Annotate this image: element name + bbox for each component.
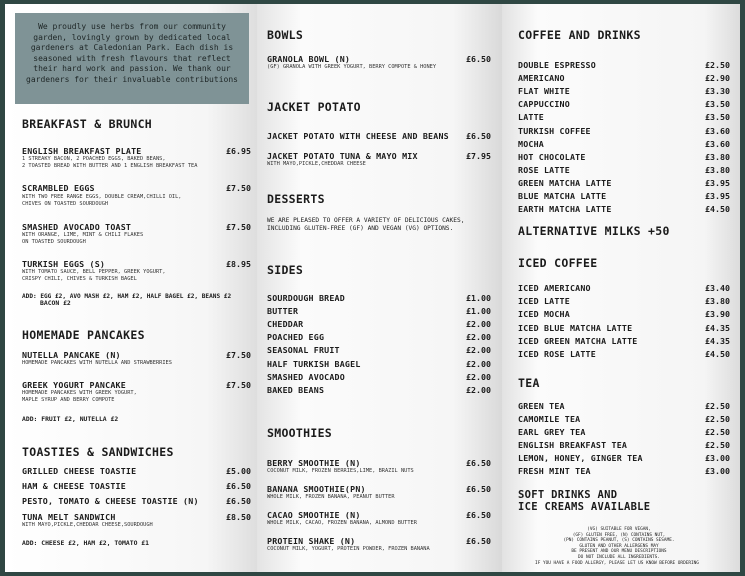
menu-item-name: MOCHA: [518, 138, 544, 149]
menu-item-name: SMASHED AVOCADO: [267, 371, 345, 382]
menu-item-price: £7.50: [226, 380, 251, 390]
menu-item-price: £2.00: [466, 332, 491, 343]
menu-item-name: GREEN MATCHA LATTE: [518, 177, 612, 188]
menu-item-name: BAKED BEANS: [267, 384, 325, 395]
menu-item-price: £7.50: [226, 222, 251, 232]
menu-item-name: CHEDDAR: [267, 319, 304, 330]
section-title-breakfast: BREAKFAST & BRUNCH: [22, 117, 153, 131]
pancake-addons: ADD: FRUIT £2, NUTELLA £2: [22, 415, 119, 423]
menu-item-name: GREEK YOGURT PANCAKE: [22, 380, 126, 390]
menu-item-price: £3.50: [705, 112, 730, 123]
allergy-note-line: BE PRESENT AND OUR MENU DESCRIPTIONS: [571, 549, 667, 555]
menu-item-price: £6.50: [226, 496, 251, 506]
menu-item-name: ICED ROSE LATTE: [518, 349, 596, 359]
menu-item-desc: HOMEMADE PANCAKES WITH NUTELLA AND STRAWBERRIES: [22, 360, 172, 366]
menu-panel-right: [502, 4, 740, 572]
menu-item-price: £2.50: [705, 60, 730, 70]
allergy-note-line: GLUTEN AND OTHER ALLERGENS MAY: [579, 543, 659, 549]
menu-item-price: £2.00: [466, 358, 491, 369]
menu-item-desc: 2 TOASTED BREAD WITH BUTTER AND 1 ENGLISH BREAKFAST TEA: [22, 163, 198, 169]
menu-item-name: TURKISH EGGS (S): [22, 259, 106, 269]
menu-item-name: PESTO, TOMATO & CHEESE TOASTIE (N): [22, 496, 199, 506]
menu-item-name: SEASONAL FRUIT: [267, 345, 340, 356]
menu-item-price: £6.50: [226, 481, 251, 491]
menu-item-price: £2.50: [705, 440, 730, 450]
menu-item-name: LEMON, HONEY, GINGER TEA: [518, 453, 643, 463]
menu-item-desc: COCONUT MILK, YOGURT, PROTEIN POWDER, FROZEN BANANA: [267, 546, 430, 552]
menu-item-price: £4.50: [705, 204, 730, 215]
desserts-text: INCLUDING GLUTEN-FREE (GF) AND VEGAN (VG) OPTIONS.: [267, 225, 454, 232]
menu-item-name: TURKISH COFFEE: [518, 125, 591, 136]
menu-item-price: £8.95: [226, 259, 251, 269]
menu-item-name: GREEN TEA: [518, 401, 565, 411]
section-title-bowls: BOWLS: [267, 28, 304, 42]
menu-item-desc: WITH ORANGE, LIME, MINT & CHILI FLAKES: [22, 232, 144, 238]
menu-item-price: £3.00: [705, 466, 730, 476]
menu-item-price: £7.50: [226, 183, 251, 193]
menu-item-name: FRESH MINT TEA: [518, 466, 591, 476]
menu-item-price: £6.50: [466, 536, 491, 546]
menu-item-price: £3.95: [705, 191, 730, 201]
section-title-coffee: COFFEE AND DRINKS: [518, 28, 641, 42]
menu-item-desc: WITH MAYO,PICKLE,CHEDDAR CHEESE: [267, 161, 366, 167]
menu-item-name: PROTEIN SHAKE (N): [267, 536, 356, 546]
menu-item-price: £2.50: [705, 401, 730, 411]
breakfast-addons-cont: BACON £2: [40, 299, 71, 307]
menu-item-price: £2.50: [705, 414, 730, 424]
menu-item-name: BANANA SMOOTHIE(PN): [267, 484, 366, 494]
menu-item-name: SOURDOUGH BREAD: [267, 293, 345, 303]
menu-item-name: CACAO SMOOTHIE (N): [267, 510, 361, 520]
section-title-pancakes: HOMEMADE PANCAKES: [22, 328, 145, 342]
ice-creams-note: ICE CREAMS AVAILABLE: [518, 501, 651, 513]
menu-item-price: £3.80: [705, 296, 730, 307]
menu-item-name: ICED BLUE MATCHA LATTE: [518, 322, 633, 333]
menu-item-desc: 1 STREAKY BACON, 2 POACHED EGGS, BAKED BEANS,: [22, 156, 166, 162]
menu-item-name: GRANOLA BOWL (N): [267, 54, 351, 64]
menu-panel-left: [5, 4, 257, 572]
allergy-note-line: IF YOU HAVE A FOOD ALLERGY, PLEASE LET US KNOW BEFORE ORDERING: [535, 560, 699, 566]
desserts-text: WE ARE PLEASED TO OFFER A VARIETY OF DELICIOUS CAKES,: [267, 217, 465, 224]
menu-item-desc: (GF) GRANOLA WITH GREEK YOGURT, BERRY COMPOTE & HONEY: [267, 64, 437, 70]
menu-item-name: GRILLED CHEESE TOASTIE: [22, 466, 137, 476]
menu-item-name: CAMOMILE TEA: [518, 414, 581, 424]
breakfast-addons: ADD: EGG £2, AVO MASH £2, HAM £2, HALF BAGEL £2, BEANS £2: [22, 293, 232, 300]
menu-item-price: £6.50: [466, 54, 491, 64]
allergy-note: [518, 527, 720, 566]
allergy-note-line: (GF) GLUTEN FREE, (N) CONTAINS NUT,: [572, 532, 666, 538]
menu-item-name: BUTTER: [267, 306, 299, 317]
section-title-toasties: TOASTIES & SANDWICHES: [22, 445, 174, 459]
menu-item-price: £3.95: [705, 177, 730, 188]
menu-item-price: £1.00: [466, 306, 491, 317]
menu-item-price: £7.50: [226, 350, 251, 360]
menu-item-price: £2.00: [466, 319, 491, 330]
allergy-note-line: (PN) CONTAINS PEANUT, (S) CONTAINS SESAME.: [563, 538, 675, 544]
section-title-sides: SIDES: [267, 263, 304, 277]
menu-item-name: ENGLISH BREAKFAST TEA: [518, 440, 628, 450]
menu-item-price: £4.35: [705, 322, 730, 333]
menu-item-name: HALF TURKISH BAGEL: [267, 358, 361, 369]
menu-item-name: DOUBLE ESPRESSO: [518, 60, 596, 70]
toastie-addons: ADD: CHEESE £2, HAM £2, TOMATO £1: [22, 539, 149, 547]
menu-item-name: CAPPUCCINO: [518, 99, 570, 110]
menu-item-price: £2.90: [705, 73, 730, 84]
menu-item-price: £3.30: [705, 86, 730, 97]
menu-item-price: £3.50: [705, 99, 730, 110]
menu-panel-middle: [257, 4, 502, 572]
menu-item-price: £5.00: [226, 466, 251, 476]
menu-item-price: £6.50: [466, 484, 491, 494]
section-title-tea: TEA: [518, 376, 540, 390]
menu-item-name: BERRY SMOOTHIE (N): [267, 458, 361, 468]
menu-item-name: NUTELLA PANCAKE (N): [22, 350, 121, 360]
menu-item-desc: COCONUT MILK, FROZEN BERRIES,LIME, BRAZIL NUTS: [267, 468, 414, 474]
menu-item-name: HOT CHOCOLATE: [518, 151, 586, 162]
menu-item-name: EARL GREY TEA: [518, 427, 586, 437]
menu-item-desc: MAPLE SYRUP AND BERRY COMPOTE: [22, 397, 115, 403]
menu-item-price: £2.00: [466, 345, 491, 356]
menu-item-name: ICED LATTE: [518, 296, 570, 307]
menu-item-price: £3.40: [705, 283, 730, 293]
menu-item-name: ENGLISH BREAKFAST PLATE: [22, 146, 142, 156]
menu-item-price: £4.50: [705, 349, 730, 359]
menu-item-name: HAM & CHEESE TOASTIE: [22, 481, 126, 491]
menu-item-desc: WITH MAYO,PICKLE,CHEDDAR CHEESE,SOURDOUGH: [22, 522, 153, 528]
menu-item-price: £2.00: [466, 384, 491, 395]
menu-item-desc: CHIVES ON TOASTED SOURDOUGH: [22, 201, 109, 207]
menu-item-name: AMERICANO: [518, 73, 565, 84]
menu-item-price: £1.00: [466, 293, 491, 303]
menu-item-price: £3.60: [705, 138, 730, 149]
menu-item-price: £3.80: [705, 151, 730, 162]
allergy-note-line: (VG) SUITABLE FOR VEGAN,: [587, 527, 651, 532]
menu-item-name: SMASHED AVOCADO TOAST: [22, 222, 132, 232]
menu-item-price: £6.50: [466, 458, 491, 468]
section-title-iced-coffee: ICED COFFEE: [518, 256, 598, 270]
allergy-note-line: DO NOT INCLUDE ALL INGREDIENTS.: [578, 554, 660, 560]
menu-item-desc: CRISPY CHILI, CHIVES & TURKISH BAGEL: [22, 276, 137, 282]
menu-item-name: LATTE: [518, 112, 544, 123]
section-title-jacket-potato: JACKET POTATO: [267, 100, 361, 114]
menu-item-price: £4.35: [705, 335, 730, 346]
menu-item-desc: WITH TOMATO SAUCE, BELL PEPPER, GREEK YOGURT,: [22, 269, 166, 275]
menu-item-price: £2.50: [705, 427, 730, 437]
menu-item-name: EARTH MATCHA LATTE: [518, 204, 612, 215]
menu-item-name: JACKET POTATO WITH CHEESE AND BEANS: [267, 131, 449, 141]
menu-item-price: £3.80: [705, 164, 730, 175]
section-title-desserts: DESSERTS: [267, 192, 325, 206]
menu-item-price: £3.90: [705, 309, 730, 320]
menu-item-name: TUNA MELT SANDWICH: [22, 512, 116, 522]
menu-item-price: £2.00: [466, 371, 491, 382]
menu-item-name: JACKET POTATO TUNA & MAYO MIX: [267, 151, 418, 161]
menu-item-price: £6.50: [466, 131, 491, 141]
menu-item-name: POACHED EGG: [267, 332, 325, 343]
menu-item-desc: WHOLE MILK, FROZEN BANANA, PEANUT BUTTER: [267, 494, 395, 500]
menu-item-desc: HOMEMADE PANCAKES WITH GREEK YOGURT,: [22, 390, 137, 396]
menu-item-name: SCRAMBLED EGGS: [22, 183, 95, 193]
menu-item-price: £6.95: [226, 146, 251, 156]
menu-item-name: FLAT WHITE: [518, 86, 570, 97]
menu-item-name: ICED AMERICANO: [518, 283, 591, 293]
section-title-smoothies: SMOOTHIES: [267, 426, 333, 440]
menu-item-name: ICED MOCHA: [518, 309, 570, 320]
menu-item-price: £3.60: [705, 125, 730, 136]
menu-item-name: ICED GREEN MATCHA LATTE: [518, 335, 638, 346]
community-garden-note: We proudly use herbs from our community garden, lovingly grown by dedicated local gardeners at Caledonian Park. Each dish is seasoned with fresh flavours that reflect their hard work and passion. We thank our gardeners for their invaluable contributions: [15, 13, 249, 104]
menu-item-desc: WHOLE MILK, CACAO, FROZEN BANANA, ALMOND BUTTER: [267, 520, 417, 526]
menu-item-desc: WITH TWO FREE RANGE EGGS, DOUBLE CREAM,CHILLI OIL,: [22, 194, 182, 200]
menu-item-name: ROSE LATTE: [518, 164, 570, 175]
menu-item-price: £6.50: [466, 510, 491, 520]
menu-item-price: £7.95: [466, 151, 491, 161]
menu-item-price: £3.00: [705, 453, 730, 463]
menu-item-name: BLUE MATCHA LATTE: [518, 191, 607, 201]
alternative-milks: ALTERNATIVE MILKS +50: [518, 224, 670, 238]
menu-item-desc: ON TOASTED SOURDOUGH: [22, 239, 86, 245]
menu-item-price: £8.50: [226, 512, 251, 522]
soft-drinks-note: SOFT DRINKS AND: [518, 489, 618, 501]
